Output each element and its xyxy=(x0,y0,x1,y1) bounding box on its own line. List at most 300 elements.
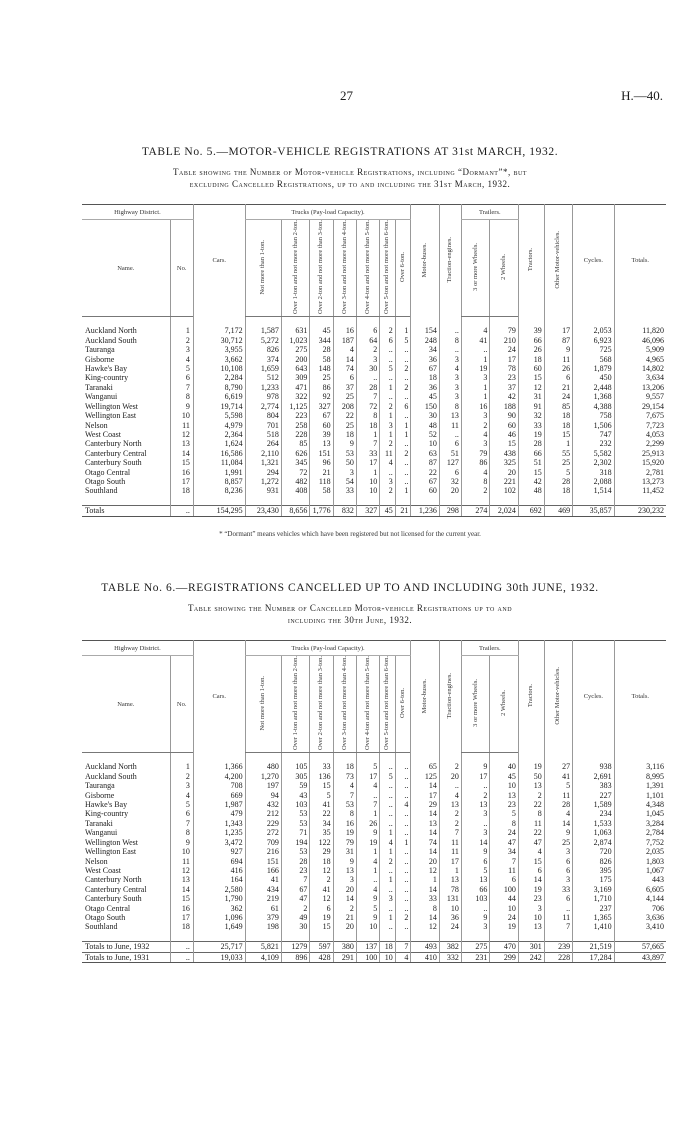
table-cell: .. xyxy=(380,355,396,364)
truck-3-ton-header: Over 2-ton and not more than 3-ton. xyxy=(310,220,333,317)
table-cell: 212 xyxy=(245,809,281,818)
table-cell: 30 xyxy=(411,411,439,420)
table-cell: 3,169 xyxy=(573,885,614,894)
table-cell: 432 xyxy=(245,800,281,809)
table-cell: 33 xyxy=(411,894,439,903)
table-cell: .. xyxy=(395,791,411,800)
table-cell: 1 xyxy=(395,326,411,335)
table-cell: 14 xyxy=(411,885,439,894)
table-row xyxy=(82,828,666,837)
table-cell: 2 xyxy=(380,439,396,448)
table-cell: 15 xyxy=(170,458,193,467)
table-cell: 11 xyxy=(439,847,461,856)
table-cell: 24 xyxy=(544,392,572,401)
table-cell: 1,987 xyxy=(193,800,245,809)
table-cell: 708 xyxy=(193,781,245,790)
table-cell: 13 xyxy=(411,819,439,828)
table-cell: 2 xyxy=(310,875,333,884)
table-cell: 274 xyxy=(461,506,489,516)
table-cell: 1,391 xyxy=(614,781,666,790)
row-label: Canterbury North xyxy=(85,439,142,449)
table-cell: 6 xyxy=(518,866,544,875)
table-cell: 48 xyxy=(518,486,544,495)
totals-header: Totals. xyxy=(614,641,666,753)
table-cell: 60 xyxy=(310,421,333,430)
table-cell: 380 xyxy=(333,942,356,952)
table-cell: 47 xyxy=(490,838,519,847)
table-cell: 5,598 xyxy=(193,411,245,420)
table-cell: 3 xyxy=(356,355,379,364)
table-cell: 294 xyxy=(245,468,281,477)
table-cell: 2 xyxy=(395,913,411,922)
trailers-header: Trailers. xyxy=(461,205,518,220)
table-cell: 2,284 xyxy=(193,373,245,382)
table-cell: .. xyxy=(170,952,193,962)
table-cell: 2 xyxy=(380,486,396,495)
table-cell: 53 xyxy=(333,800,356,809)
table-cell: 122 xyxy=(310,838,333,847)
table-cell: 7 xyxy=(356,392,379,401)
table-cell: 258 xyxy=(281,421,309,430)
table-cell: 1,236 xyxy=(411,506,439,516)
table-cell: 9 xyxy=(356,828,379,837)
table-cell: 4 xyxy=(544,809,572,818)
table-cell: 626 xyxy=(281,449,309,458)
table-cell: 12 xyxy=(170,430,193,439)
table-cell: 239 xyxy=(544,942,572,952)
table-cell: 3 xyxy=(439,392,461,401)
table-cell: 12 xyxy=(170,866,193,875)
table-cell: 1 xyxy=(356,468,379,477)
trailers-3-wheels-header: 3 or more Wheels. xyxy=(461,656,489,753)
table-row xyxy=(82,809,666,818)
table-cell: 11 xyxy=(490,866,519,875)
table-cell: 382 xyxy=(439,942,461,952)
table-cell: 3 xyxy=(380,477,396,486)
table-cell: 23,430 xyxy=(245,506,281,516)
table-cell: .. xyxy=(380,819,396,828)
table-cell: 47 xyxy=(281,894,309,903)
table-cell: 20 xyxy=(333,885,356,894)
name-header: Name. xyxy=(82,220,170,317)
table-cell: 5 xyxy=(544,781,572,790)
table-cell: .. xyxy=(356,373,379,382)
table5 xyxy=(82,204,666,517)
table-cell: 151 xyxy=(245,857,281,866)
cars-header: Cars. xyxy=(193,205,245,317)
table-cell: 14 xyxy=(411,828,439,837)
table-cell: 1,710 xyxy=(573,894,614,903)
table-cell: 3,410 xyxy=(614,922,666,931)
table-row xyxy=(82,857,666,866)
table-cell: 17 xyxy=(356,458,379,467)
table-row xyxy=(82,364,666,373)
table-cell: .. xyxy=(380,885,396,894)
table-cell: 67 xyxy=(310,411,333,420)
table-row xyxy=(82,875,666,884)
table-cell: 17 xyxy=(544,326,572,335)
table-cell: 32 xyxy=(439,477,461,486)
table-cell: 21,519 xyxy=(573,942,614,952)
table-cell: 3 xyxy=(544,847,572,856)
table-cell: 66 xyxy=(518,449,544,458)
table-cell: 4 xyxy=(439,791,461,800)
table-cell: 14 xyxy=(411,847,439,856)
table-cell: 9 xyxy=(170,838,193,847)
table-cell: 19 xyxy=(518,885,544,894)
table-cell: .. xyxy=(395,894,411,903)
table-cell: 7 xyxy=(490,857,519,866)
row-label: Wanganui xyxy=(85,828,118,838)
table-cell: 927 xyxy=(193,847,245,856)
table-cell: 24 xyxy=(490,345,519,354)
table-cell: 2 xyxy=(395,364,411,373)
table-cell: 10 xyxy=(356,922,379,931)
table-cell: 45 xyxy=(380,506,396,516)
table-cell: 3 xyxy=(439,373,461,382)
table-cell: 15,920 xyxy=(614,458,666,467)
table-cell: 4,965 xyxy=(614,355,666,364)
table-cell: 8 xyxy=(518,809,544,818)
table-cell: 14 xyxy=(461,838,489,847)
table-row xyxy=(82,800,666,809)
row-label: Wanganui xyxy=(85,392,118,402)
table-cell: 86 xyxy=(310,383,333,392)
row-label: Canterbury South xyxy=(85,894,142,904)
table-cell: 29,154 xyxy=(614,402,666,411)
table-cell: 41 xyxy=(310,800,333,809)
row-label: Otago South xyxy=(85,476,126,486)
table-cell: 30,712 xyxy=(193,336,245,345)
table-cell: 6 xyxy=(490,875,519,884)
table-row xyxy=(82,866,666,875)
table-cell: 33 xyxy=(356,449,379,458)
table-row xyxy=(82,373,666,382)
table-cell: 28 xyxy=(544,477,572,486)
table-cell: 5 xyxy=(356,904,379,913)
table-cell: 8 xyxy=(439,336,461,345)
table-cell: 2 xyxy=(439,819,461,828)
table-cell: 4 xyxy=(170,355,193,364)
table-cell: 14 xyxy=(170,449,193,458)
table-cell: 2,024 xyxy=(490,506,519,516)
table-cell: 36 xyxy=(439,913,461,922)
table-cell: 8 xyxy=(170,828,193,837)
table-cell: .. xyxy=(439,345,461,354)
table-cell: 8 xyxy=(461,477,489,486)
table-cell: 1,321 xyxy=(245,458,281,467)
table-cell: 94 xyxy=(245,791,281,800)
table-cell: 17,284 xyxy=(573,952,614,962)
table-cell: 10 xyxy=(411,439,439,448)
table-cell: 53 xyxy=(333,449,356,458)
table-cell: .. xyxy=(395,828,411,837)
truck-6-ton-header: Over 5-ton and not more than 6-ton. xyxy=(380,220,396,317)
table-cell: 2,299 xyxy=(614,439,666,448)
table6-subtitle xyxy=(60,602,640,626)
table-cell: 17 xyxy=(411,791,439,800)
table-cell: .. xyxy=(461,345,489,354)
table-cell: 3,662 xyxy=(193,355,245,364)
table-cell: 73 xyxy=(333,772,356,781)
table-cell: 164 xyxy=(193,875,245,884)
motor-buses-header: Motor-buses. xyxy=(411,205,439,317)
table-cell: .. xyxy=(170,942,193,952)
table-cell: 37 xyxy=(490,383,519,392)
table-cell: 87 xyxy=(544,336,572,345)
table-cell: .. xyxy=(170,506,193,516)
table-cell: 8,995 xyxy=(614,772,666,781)
table-cell: 15 xyxy=(518,468,544,477)
table-cell: 709 xyxy=(245,838,281,847)
table-cell: 1,649 xyxy=(193,922,245,931)
table-cell: 10 xyxy=(356,486,379,495)
table-cell: 228 xyxy=(281,430,309,439)
table-cell: 41 xyxy=(544,772,572,781)
table6-subtitle-line1: Table showing the Number of Cancelled Motor-vehicle Registrations up to and xyxy=(187,603,513,613)
trailers-3-wheels-header: 3 or more Wheels. xyxy=(461,220,489,317)
table-cell: 67 xyxy=(411,477,439,486)
table-cell: 416 xyxy=(193,866,245,875)
table-cell: 15 xyxy=(490,439,519,448)
truck-over-6-ton-header: Over 6-ton. xyxy=(395,220,411,317)
table-cell: 198 xyxy=(245,922,281,931)
table-cell: 19 xyxy=(490,922,519,931)
table-cell: 234 xyxy=(573,809,614,818)
highway-district-header: Highway District. xyxy=(82,205,193,220)
table-row xyxy=(82,791,666,800)
table-cell: 6 xyxy=(380,336,396,345)
table-cell: .. xyxy=(395,345,411,354)
spacer-row xyxy=(82,496,666,506)
table-cell: 65 xyxy=(411,762,439,771)
table-cell: 6 xyxy=(356,326,379,335)
table-cell: .. xyxy=(356,791,379,800)
table-cell: 67 xyxy=(281,885,309,894)
table-cell: 298 xyxy=(439,506,461,516)
table-cell: .. xyxy=(461,904,489,913)
table-cell: 13 xyxy=(310,439,333,448)
table-cell: 17 xyxy=(461,772,489,781)
table-cell: 72 xyxy=(281,468,309,477)
table-cell: 85 xyxy=(281,439,309,448)
table-cell: 28 xyxy=(281,857,309,866)
table-cell: 49 xyxy=(281,913,309,922)
table-cell: 87 xyxy=(411,458,439,467)
row-label: Auckland North xyxy=(85,762,137,772)
table-cell: 301 xyxy=(518,942,544,952)
table-cell: 725 xyxy=(573,345,614,354)
table-cell: 345 xyxy=(281,458,309,467)
table-cell: 208 xyxy=(333,402,356,411)
row-label: Otago South xyxy=(85,912,126,922)
table-row xyxy=(82,421,666,430)
table-cell: 18 xyxy=(356,421,379,430)
table-cell: 1,235 xyxy=(193,828,245,837)
table-cell: 4 xyxy=(461,430,489,439)
table-cell: 410 xyxy=(411,952,439,962)
table-cell: 3 xyxy=(170,345,193,354)
table-cell: 19,033 xyxy=(193,952,245,962)
table-cell: 23 xyxy=(490,373,519,382)
table-cell: .. xyxy=(380,781,396,790)
table-cell: 27 xyxy=(544,762,572,771)
table-cell: 1,803 xyxy=(614,857,666,866)
table-cell: 22 xyxy=(411,468,439,477)
table-cell: 8 xyxy=(356,411,379,420)
table-cell: .. xyxy=(380,392,396,401)
table-cell: 4,979 xyxy=(193,421,245,430)
table-cell: 7,675 xyxy=(614,411,666,420)
row-label: Tauranga xyxy=(85,345,115,355)
table-cell: 471 xyxy=(281,383,309,392)
table-cell: 10 xyxy=(439,904,461,913)
table-cell: 1 xyxy=(461,392,489,401)
table-cell: .. xyxy=(395,392,411,401)
table-cell: 3 xyxy=(461,809,489,818)
table-cell: 6 xyxy=(170,373,193,382)
table-cell: 7 xyxy=(439,828,461,837)
table-cell: 150 xyxy=(411,402,439,411)
table-cell: 17 xyxy=(490,355,519,364)
table-cell: 6 xyxy=(544,866,572,875)
table-cell: .. xyxy=(544,904,572,913)
page-header xyxy=(0,88,700,108)
table-cell: 28 xyxy=(544,800,572,809)
row-label: Wellington East xyxy=(85,411,137,421)
table-cell: 19 xyxy=(333,828,356,837)
page-number: 27 xyxy=(340,88,353,103)
table5-subtitle xyxy=(60,166,640,190)
table-cell: 60 xyxy=(518,364,544,373)
table-cell: 31 xyxy=(518,392,544,401)
table-cell: 40 xyxy=(490,762,519,771)
table-cell: 804 xyxy=(245,411,281,420)
table-cell: 1,270 xyxy=(245,772,281,781)
table-cell: 39 xyxy=(518,326,544,335)
table-cell: 148 xyxy=(310,364,333,373)
table6-title: TABLE No. 6.—REGISTRATIONS CANCELLED UP TO AND INCLUDING 30th JUNE, 1932. xyxy=(101,582,599,594)
table-cell: 6 xyxy=(333,373,356,382)
table-row xyxy=(82,819,666,828)
table-cell: 8,656 xyxy=(281,506,309,516)
table-cell: 4,348 xyxy=(614,800,666,809)
table-cell: 11 xyxy=(544,791,572,800)
table-cell: 46 xyxy=(490,430,519,439)
table-row xyxy=(82,468,666,477)
table-cell: 48 xyxy=(411,421,439,430)
table-cell: 20 xyxy=(411,857,439,866)
table-row xyxy=(82,411,666,420)
row-label: Canterbury South xyxy=(85,458,142,468)
table-cell: 118 xyxy=(310,477,333,486)
table-cell: 13 xyxy=(170,439,193,448)
table-cell: 12 xyxy=(310,866,333,875)
table-cell: 4 xyxy=(356,781,379,790)
table-cell: 22 xyxy=(518,828,544,837)
row-label: Totals to June, 1931 xyxy=(82,952,170,962)
table-cell: 1,659 xyxy=(245,364,281,373)
table-cell: 6 xyxy=(461,857,489,866)
table-cell: .. xyxy=(380,345,396,354)
table-cell: 1,063 xyxy=(573,828,614,837)
table-cell: 12 xyxy=(411,922,439,931)
table-cell: 5,272 xyxy=(245,336,281,345)
row-label: Gisborne xyxy=(85,354,115,364)
table-cell: 25,913 xyxy=(614,449,666,458)
trucks-header: Trucks (Pay-load Capacity). xyxy=(245,641,411,656)
table-cell: 11 xyxy=(544,355,572,364)
table-cell: 470 xyxy=(490,942,519,952)
table-cell: 15 xyxy=(544,430,572,439)
table-cell: 4 xyxy=(356,857,379,866)
table-cell: 6,605 xyxy=(614,885,666,894)
table5-title: TABLE No. 5.—MOTOR-VEHICLE REGISTRATIONS AT 31st MARCH, 1932. xyxy=(141,146,559,158)
table-cell: 11 xyxy=(170,857,193,866)
table-cell: 91 xyxy=(518,402,544,411)
row-label: Wellington East xyxy=(85,847,137,857)
table-row xyxy=(82,383,666,392)
table-cell: 10 xyxy=(490,904,519,913)
table-cell: 701 xyxy=(245,421,281,430)
table-cell: .. xyxy=(380,922,396,931)
cycles-header: Cycles. xyxy=(573,205,614,317)
table-cell: .. xyxy=(380,800,396,809)
table-row xyxy=(82,326,666,335)
table-cell: 35,857 xyxy=(573,506,614,516)
table-cell: 938 xyxy=(573,762,614,771)
table-cell: 1,368 xyxy=(573,392,614,401)
trailers-2-wheels-header: 2 Wheels. xyxy=(490,220,519,317)
table-row xyxy=(82,430,666,439)
table-cell: 1 xyxy=(356,809,379,818)
table-cell: 60 xyxy=(411,486,439,495)
row-label: Canterbury Central xyxy=(85,448,147,458)
row-label: Canterbury North xyxy=(85,875,142,885)
table-cell: 20 xyxy=(439,486,461,495)
table-cell: 51 xyxy=(518,458,544,467)
table-cell: 100 xyxy=(356,952,379,962)
table-cell: .. xyxy=(395,875,411,884)
table-cell: 1,790 xyxy=(193,894,245,903)
table-cell: 931 xyxy=(245,486,281,495)
table-cell: 1 xyxy=(170,326,193,335)
table-cell: 291 xyxy=(333,952,356,962)
table-cell: 24 xyxy=(439,922,461,931)
table-cell: 18 xyxy=(333,762,356,771)
table-cell: 78 xyxy=(439,885,461,894)
table-cell: 1,533 xyxy=(573,819,614,828)
table-cell: .. xyxy=(461,819,489,828)
table-cell: 1 xyxy=(380,828,396,837)
table-cell: 2 xyxy=(461,421,489,430)
table-cell: 1 xyxy=(461,355,489,364)
table-cell: 18 xyxy=(170,922,193,931)
table-cell: 17 xyxy=(356,772,379,781)
table-cell: 643 xyxy=(281,364,309,373)
table-cell: 1,067 xyxy=(614,866,666,875)
table-cell: 383 xyxy=(573,781,614,790)
totals-1932-row xyxy=(82,942,666,952)
table-cell: 264 xyxy=(245,439,281,448)
row-label: Gisborne xyxy=(85,790,115,800)
table-cell: 6 xyxy=(310,904,333,913)
table-cell: 216 xyxy=(245,847,281,856)
table-cell: 23 xyxy=(490,800,519,809)
table-cell: 43,897 xyxy=(614,952,666,962)
table-cell: 3 xyxy=(461,411,489,420)
table-cell: 1,101 xyxy=(614,791,666,800)
